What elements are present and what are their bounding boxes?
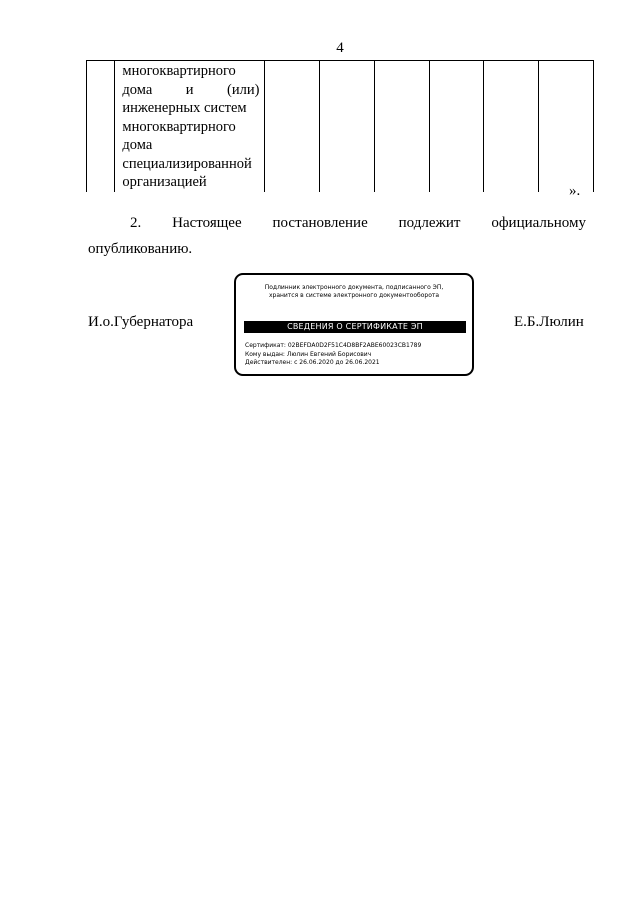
page-number: 4 xyxy=(336,40,344,56)
electronic-signature-stamp xyxy=(234,273,474,376)
certificate-validity: Действителен: с 26.06.2020 до 26.06.2021 xyxy=(245,359,380,366)
table-cell-empty xyxy=(484,61,539,192)
description-line: дома xyxy=(122,137,153,153)
description-line: инженерных систем xyxy=(122,100,247,116)
description-line: специализированной xyxy=(122,155,252,172)
table-cell-empty xyxy=(539,61,594,192)
table-cell-index xyxy=(87,61,115,192)
table-cell-description xyxy=(115,61,265,192)
paragraph-line: 2. Настоящее постановление подлежит официальному xyxy=(130,215,586,231)
signatory-name: Е.Б.Люлин xyxy=(514,314,584,330)
description-line: многоквартирного xyxy=(122,118,236,135)
signatory-position: И.о.Губернатора xyxy=(88,314,194,330)
stamp-title: СВЕДЕНИЯ О СЕРТИФИКАТЕ ЭП xyxy=(244,321,466,333)
certificate-number: Сертификат: 02BEFDA0D2F51C4D8BF2ABE60023CB1789 xyxy=(245,342,422,349)
table-cell-empty xyxy=(429,61,484,192)
description-line: организацией xyxy=(122,174,207,190)
closing-quote: ». xyxy=(569,183,581,199)
table-cell-empty xyxy=(320,61,375,192)
paragraph-line: опубликованию. xyxy=(88,241,193,257)
document-table xyxy=(86,60,594,192)
table-cell-empty xyxy=(374,61,429,192)
stamp-details xyxy=(245,342,421,368)
certificate-owner: Кому выдан: Люлин Евгений Борисович xyxy=(245,350,372,358)
table-cell-empty xyxy=(265,61,320,192)
stamp-header-line: Подлинник электронного документа, подписанного ЭП, xyxy=(264,284,444,291)
description-line: дома и (или) xyxy=(122,81,260,98)
table-row xyxy=(87,61,594,192)
stamp-header-line: хранится в системе электронного документооборота xyxy=(268,292,440,299)
stamp-header xyxy=(236,284,472,300)
paragraph-publication xyxy=(88,210,586,262)
description-line: многоквартирного xyxy=(122,63,236,79)
